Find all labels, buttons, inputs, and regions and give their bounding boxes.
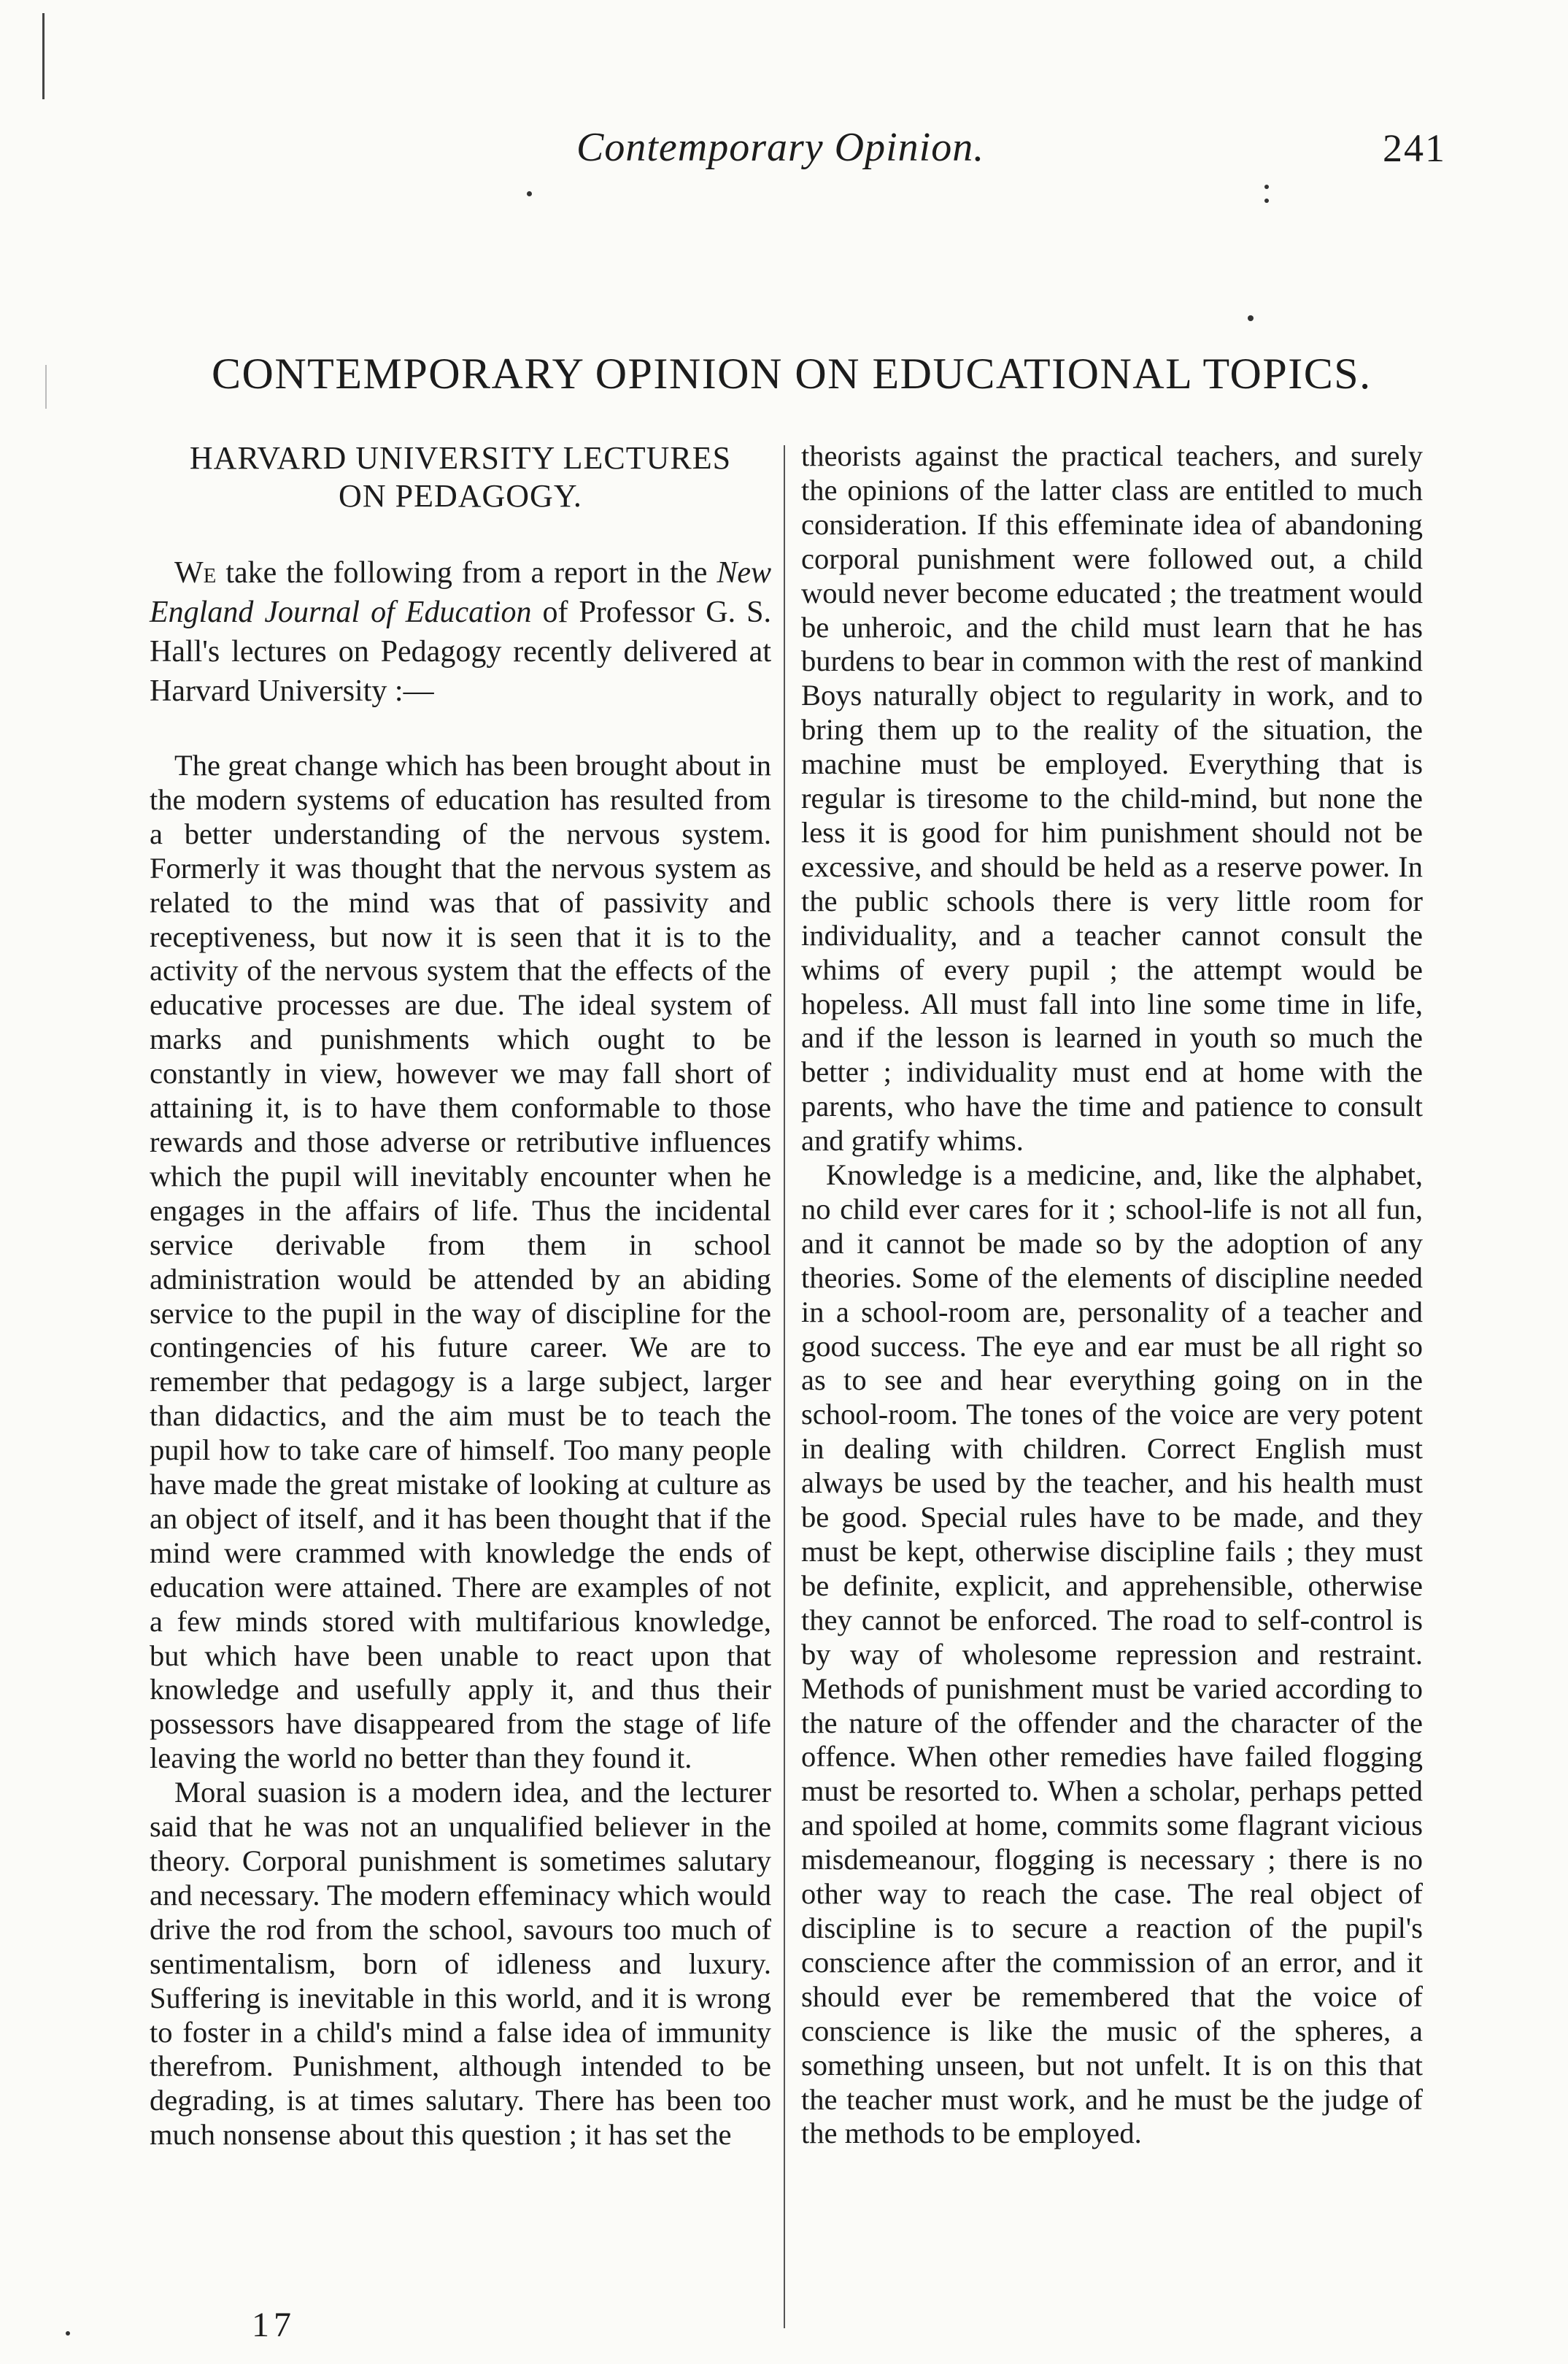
paragraph-nervous-system: The great change which has been brought about in the modern systems of education has resulted from a better understanding of the nervous system. Formerly it was thought that the nervous system as related to the mind was that of passivity and receptiveness, but now it is seen that it is to the activity of the nervous system that the effects of the educative processes are due. The ideal system of marks and punishments which ought to be constantly in view, however we may fall short of attaining it, is to have them conformable to those rewards and those adverse or retributive influences which the pupil will inevitably encounter when he engages in the affairs of life. Thus the incidental service derivable from them in school administration would be attended by an abiding service to the pupil in the way of discipline for the contingencies of his future career. We are to remember that pedagogy is a large subject, larger than didactics, and the aim must be to teach the pupil how to take care of himself. Too many people have made the great mistake of looking at culture as an object of itself, and it has been thought that if the mind were crammed with knowledge the ends of education were attained. There are examples of not a few minds stored with multifarious knowledge, but which have been unable to react upon that knowledge and usefully apply it, and thus their possessors have disappeared from the stage of life leaving the world no better than they found it.	[150, 749, 771, 1775]
intro-dropcap: We	[174, 556, 217, 590]
section-title-line1: HARVARD UNIVERSITY LECTURES	[189, 440, 732, 476]
ink-speck	[1264, 199, 1269, 203]
intro-paragraph	[150, 553, 771, 711]
ink-speck	[1264, 185, 1269, 189]
left-margin-mark	[45, 365, 47, 409]
ink-speck	[527, 191, 532, 196]
article-title: CONTEMPORARY OPINION ON EDUCATIONAL TOPICS.	[212, 350, 1372, 398]
signature-mark: 17	[252, 2306, 296, 2344]
right-column	[801, 439, 1423, 2151]
journal-name: New England Journal of Education	[150, 556, 771, 629]
left-column	[150, 439, 771, 2152]
ink-speck	[66, 2331, 70, 2336]
column-divider	[784, 445, 785, 2328]
paragraph-moral-suasion: Moral suasion is a modern idea, and the lecturer said that he was not an unqualified believer in the theory. Corporal punishment is sometimes salutary and necessary. The modern effeminacy which would drive the rod from the school, savours too much of sentimentalism, born of idleness and luxury. Suffering is inevitable in this world, and it is wrong to foster in a child's mind a false idea of immunity therefrom. Punishment, although intended to be degrading, is at times salutary. There has been too much nonsense about this question ; it has set the	[150, 1776, 771, 2152]
page-number: 241	[1383, 126, 1446, 170]
running-head: Contemporary Opinion.	[576, 125, 985, 170]
section-title-line2: ON PEDAGOGY.	[339, 478, 582, 514]
ink-speck	[1248, 315, 1254, 321]
intro-text-part2: of Professor G. S. Hall's lectures on Pedagogy recently delivered at Harvard University :—	[150, 596, 771, 708]
intro-text-part1: take the following from a report in the	[216, 556, 717, 590]
section-title	[150, 439, 771, 515]
paragraph-moral-suasion-continued: theorists against the practical teachers, and surely the opinions of the latter class are entitled to much consideration. If this effeminate idea of abandoning corporal punishment were followed out, a child would never become educated ; the treatment would be unheroic, and the child must learn that he has burdens to bear in common with the rest of mankind Boys naturally object to regularity in work, and to bring them up to the reality of the situation, the machine must be employed. Everything that is regular is tiresome to the child-mind, but none the less it is good for him punishment should not be excessive, and should be held as a reserve power. In the public schools there is very little room for individuality, and a teacher cannot consult the whims of every pupil ; the attempt would be hopeless. All must fall into line some time in life, and if the lesson is learned in youth so much the better ; individuality must end at home with the parents, who have the time and patience to consult and gratify whims.	[801, 439, 1423, 1158]
left-margin-rule	[42, 13, 45, 99]
paragraph-knowledge-medicine: Knowledge is a medicine, and, like the alphabet, no child ever cares for it ; school-life is not all fun, and it cannot be made so by the adoption of any theories. Some of the elements of discipline needed in a school-room are, personality of a teacher and good success. The eye and ear must be all right so as to see and hear everything going on in the school-room. The tones of the voice are very potent in dealing with children. Correct English must always be used by the teacher, and his health must be good. Special rules have to be made, and they must be kept, otherwise discipline fails ; they must be definite, explicit, and apprehensible, otherwise they cannot be enforced. The road to self-control is by way of wholesome repression and restraint. Methods of punishment must be varied according to the nature of the offender and the character of the offence. When other remedies have failed flogging must be resorted to. When a scholar, perhaps petted and spoiled at home, commits some flagrant vicious misdemeanour, flogging is necessary ; there is no other way to reach the case. The real object of discipline is to secure a reaction of the pupil's conscience after the commission of an error, and it should ever be remembered that the voice of conscience is like the music of the spheres, a something unseen, but not unfelt. It is on this that the teacher must work, and he must be the judge of the methods to be employed.	[801, 1158, 1423, 2150]
